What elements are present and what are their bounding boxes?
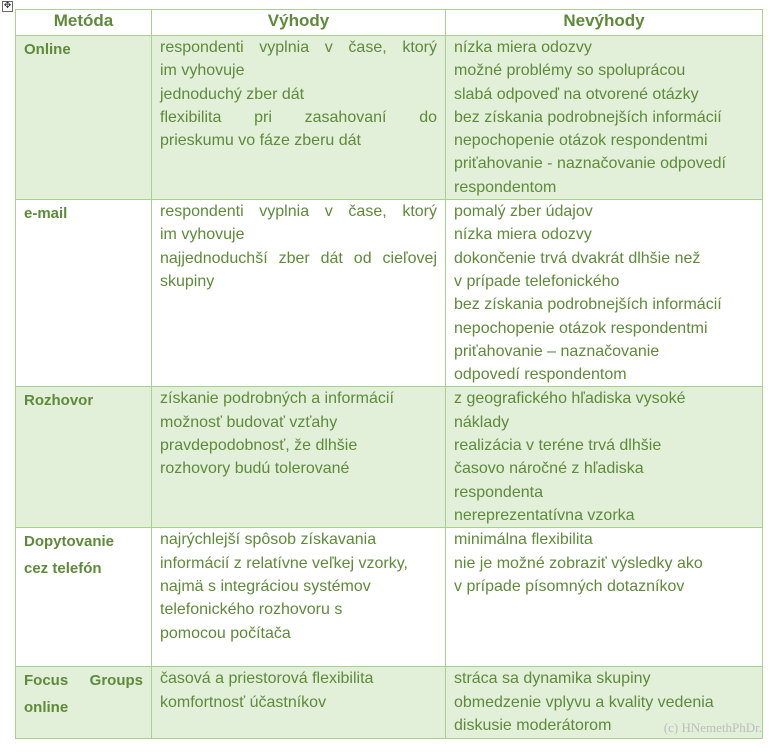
cons-line: realizácia v teréne trvá dlhšie (454, 437, 662, 455)
pros-cell (152, 200, 446, 387)
cons-line: bez získania podrobnejších informácií (454, 296, 722, 314)
cons-cell (446, 36, 763, 200)
table-row-interview (16, 387, 763, 528)
cons-line: diskusie moderátorom (454, 717, 612, 735)
pros-line: prieskumu vo fáze zberu dát (160, 132, 361, 150)
method-cell (16, 200, 152, 387)
table-move-handle-icon[interactable]: ✥ (3, 1, 12, 11)
cons-cell (446, 528, 763, 667)
table-row-email (16, 200, 763, 387)
pros-line: telefonického rozhovoru s (160, 601, 343, 619)
method-label: Focus Groups (24, 672, 143, 690)
table-row-online (16, 36, 763, 200)
pros-cell (152, 387, 446, 528)
pros-line: najrýchlejší spôsob získavania (160, 531, 377, 549)
cons-line: nereprezentatívna vzorka (454, 506, 635, 524)
pros-line: najmä s integráciou systémov (160, 578, 371, 596)
cons-line: v prípade telefonického (454, 272, 620, 290)
method-cell (16, 36, 152, 200)
cons-line: náklady (454, 413, 510, 431)
method-label: e-mail (24, 205, 68, 223)
cons-line: obmedzenie vplyvu a kvality vedenia (454, 693, 714, 711)
cons-line: minimálna flexibilita (454, 531, 593, 549)
cons-line: priťahovanie – naznačovanie (454, 342, 660, 360)
method-label: Dopytovanie (24, 533, 115, 551)
cons-line: respondenta (454, 483, 543, 501)
method-label: Rozhovor (24, 392, 94, 410)
pros-line: pomocou počítača (160, 624, 291, 642)
table-header-row (16, 10, 763, 36)
pros-line: jednoduchý zber dát (160, 85, 305, 103)
pros-line: skupiny (160, 272, 215, 290)
header-method: Metóda (16, 10, 152, 36)
pros-line: rozhovory budú tolerované (160, 460, 350, 478)
pros-line: získanie podrobných a informácií (160, 390, 394, 408)
pros-line: informácií z relatívne veľkej vzorky, (160, 554, 408, 572)
cons-cell (446, 200, 763, 387)
method-label: online (24, 699, 69, 717)
method-cell (16, 387, 152, 528)
cons-line: nízka miera odozvy (454, 39, 592, 56)
method-cell (16, 528, 152, 667)
pros-line: respondenti vyplnia v čase, ktorý (160, 39, 437, 56)
method-cell (16, 667, 152, 739)
cons-line: nízka miera odozvy (454, 226, 592, 244)
pros-line: časová a priestorová flexibilita (160, 670, 374, 688)
cons-line: stráca sa dynamika skupiny (454, 670, 651, 688)
pros-cell (152, 667, 446, 739)
cons-line: v prípade písomných dotazníkov (454, 578, 685, 596)
cons-line: možné problémy so spoluprácou (454, 62, 686, 80)
pros-line: komfortnosť účastníkov (160, 693, 327, 711)
pros-line: najjednoduchší zber dát od cieľovej (160, 249, 437, 267)
pros-line: možnosť budovať vzťahy (160, 413, 338, 431)
cons-line: nepochopenie otázok respondentmi (454, 319, 708, 337)
cons-line: nie je možné zobraziť výsledky ako (454, 554, 703, 572)
pros-line: respondenti vyplnia v čase, ktorý (160, 203, 437, 221)
pros-cell (152, 36, 446, 200)
cons-line: z geografického hľadiska vysoké (454, 390, 686, 408)
table-row-phone (16, 528, 763, 667)
pros-line: im vyhovuje (160, 62, 245, 80)
cons-line: časovo náročné z hľadiska (454, 460, 644, 478)
cons-line: priťahovanie - naznačovanie odpovedí (454, 155, 726, 173)
cons-line: nepochopenie otázok respondentmi (454, 132, 708, 150)
pros-line: im vyhovuje (160, 226, 245, 244)
cons-line: odpovedí respondentom (454, 366, 627, 384)
cons-line: dokončenie trvá dvakrát dlhšie než (454, 249, 701, 267)
cons-line: pomalý zber údajov (454, 203, 593, 221)
header-pros: Výhody (152, 10, 446, 36)
pros-line: flexibilita pri zasahovaní do (160, 108, 437, 126)
table-row-focus-groups (16, 667, 763, 739)
method-label: cez telefón (24, 560, 102, 578)
cons-line: slabá odpoveď na otvorené otázky (454, 85, 699, 103)
method-label: Online (24, 41, 71, 58)
cons-line: respondentom (454, 178, 557, 196)
cons-cell (446, 387, 763, 528)
pros-line: pravdepodobnosť, že dlhšie (160, 437, 358, 455)
copyright-watermark: (c) HNemethPhDr. (663, 720, 762, 736)
cons-line: bez získania podrobnejších informácií (454, 108, 722, 126)
pros-cell (152, 528, 446, 667)
methods-comparison-table (15, 9, 763, 739)
header-cons: Nevýhody (446, 10, 763, 36)
cons-cell (446, 667, 763, 739)
